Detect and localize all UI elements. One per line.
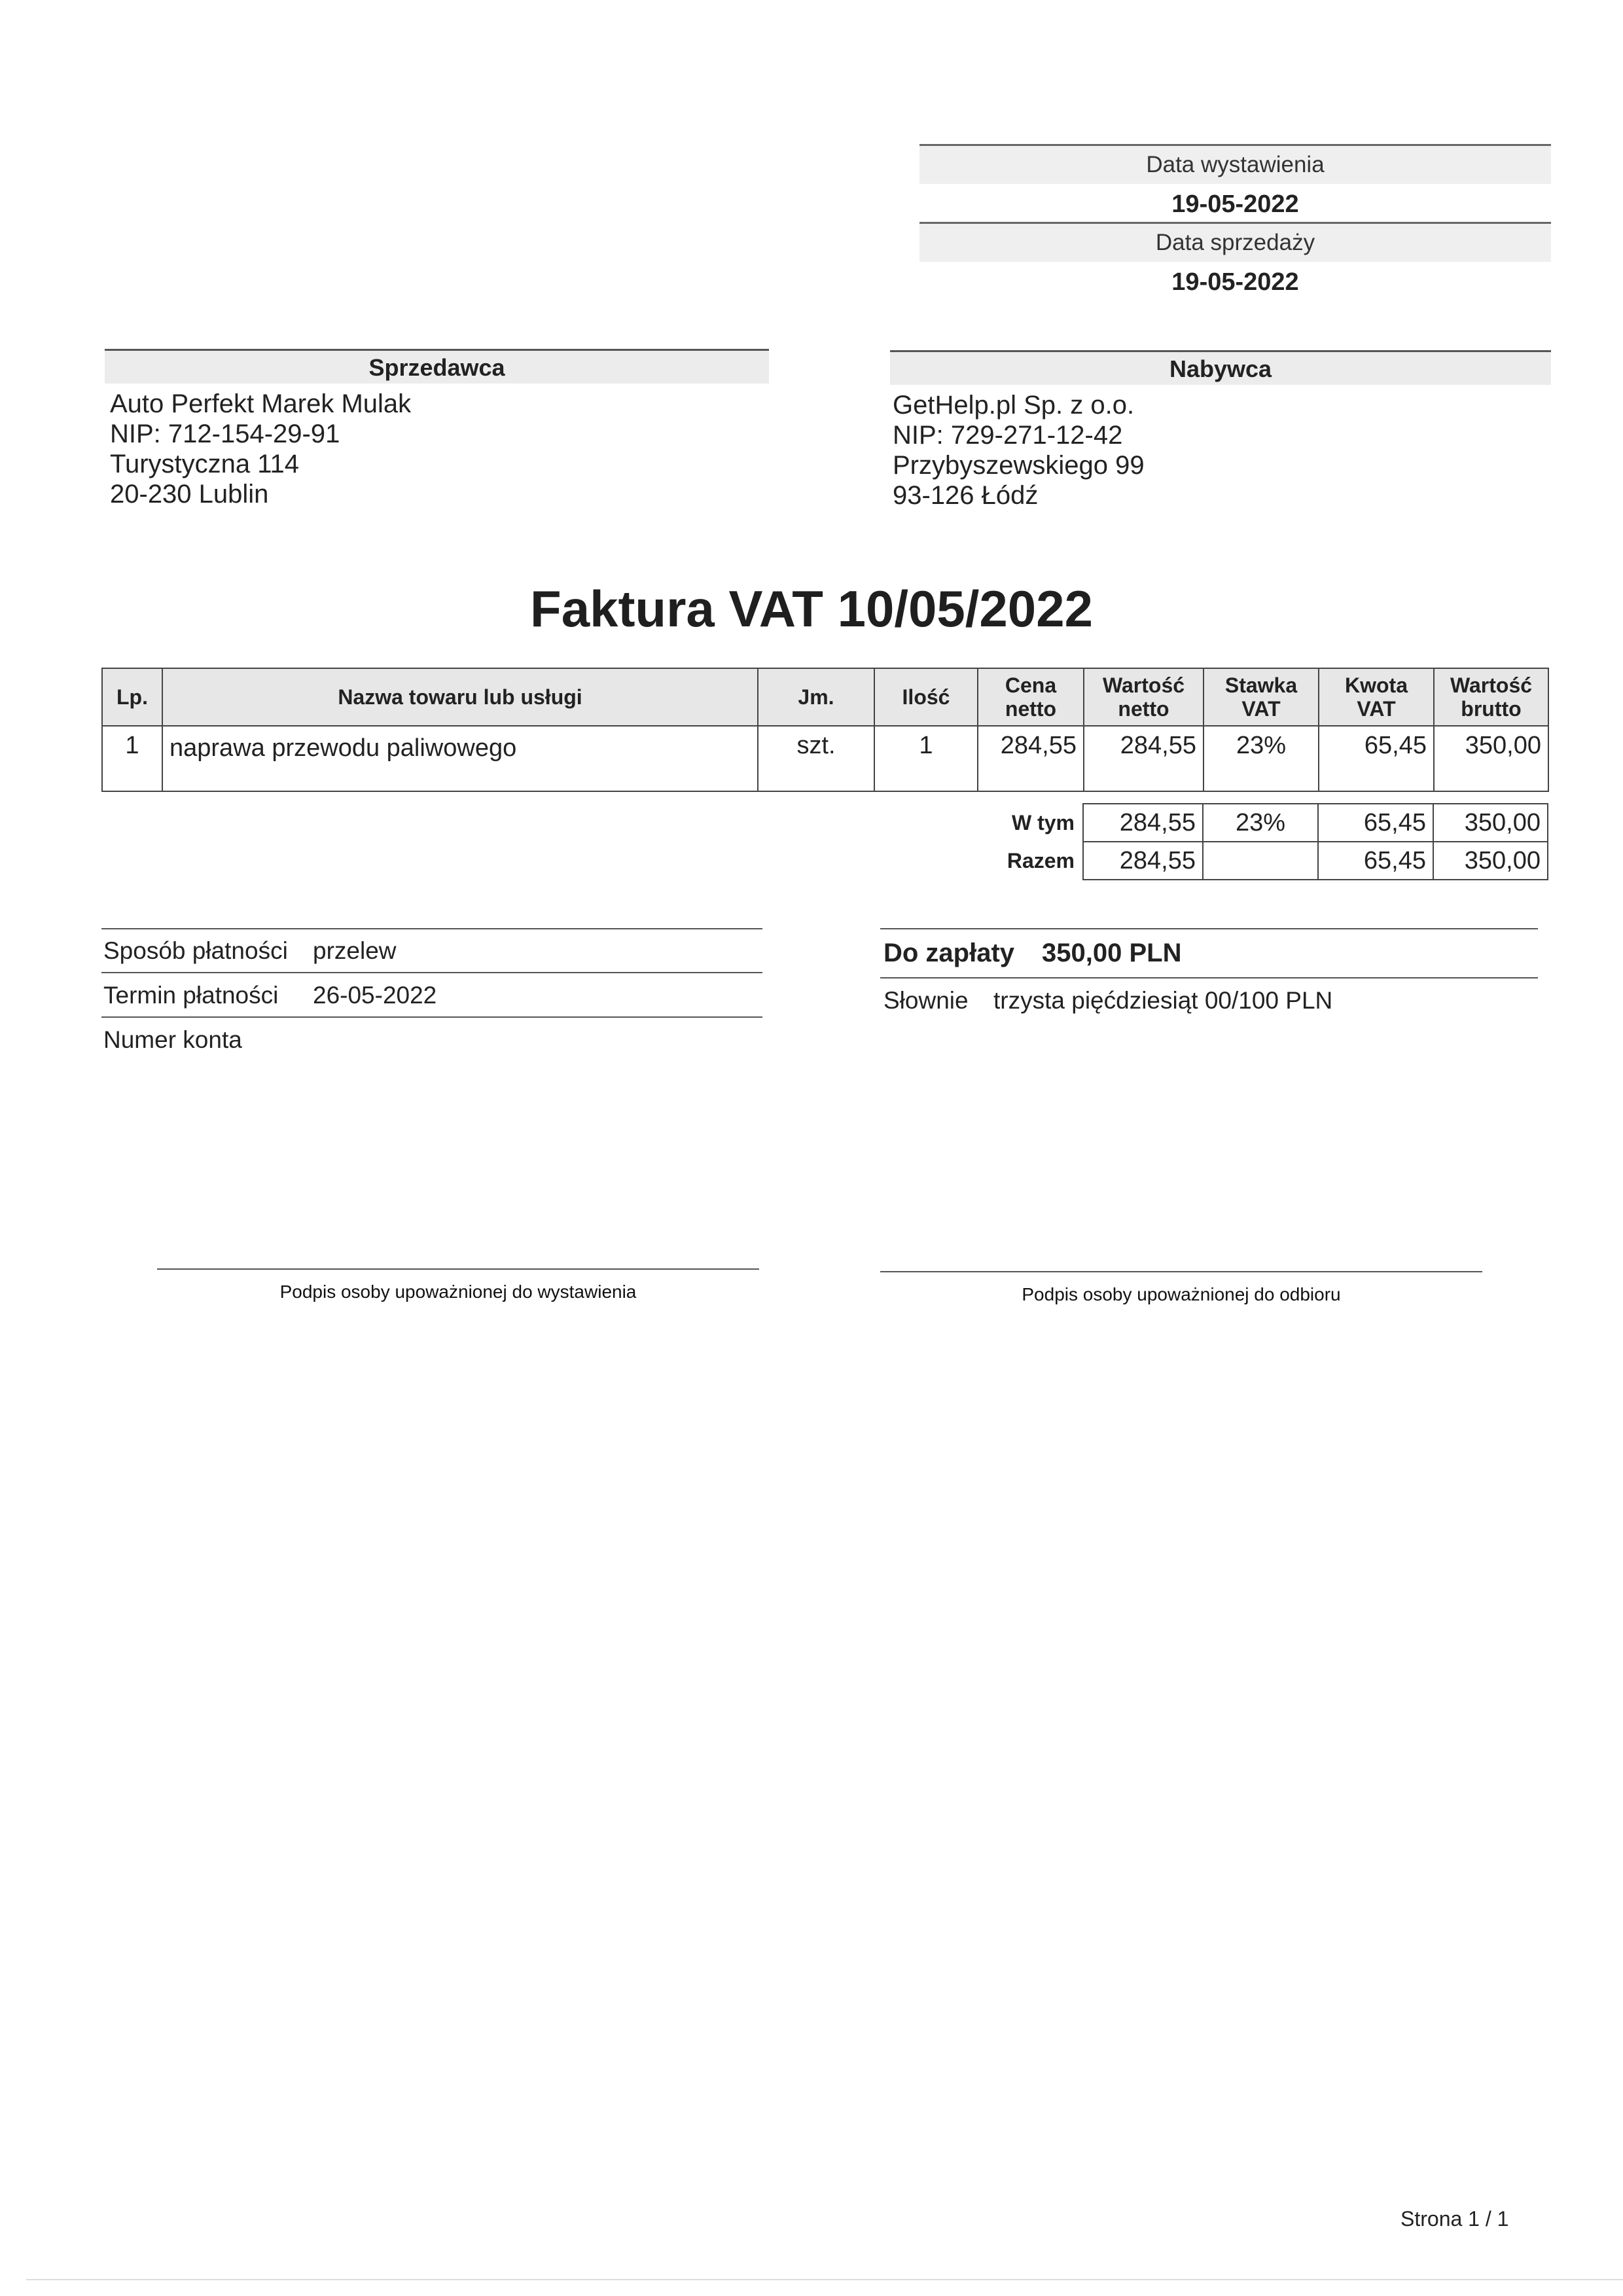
row-qty: 1 [874,726,978,791]
header-net: Wartość netto [1084,668,1204,726]
row-vat: 65,45 [1319,726,1434,791]
seller-city: 20-230 Lublin [110,480,269,509]
seller-name: Auto Perfekt Marek Mulak [110,389,412,418]
header-rate: Stawka VAT [1204,668,1319,726]
wtym-vat: 65,45 [1318,804,1433,842]
payment-method-value: przelew [313,937,397,964]
razem-vat: 65,45 [1318,842,1433,880]
amount-due-label: Do zapłaty [883,939,1015,967]
amount-words-label: Słownie [883,987,969,1014]
receiver-signature-line [880,1271,1482,1272]
payment-rule-3 [101,1016,762,1018]
row-lp: 1 [102,726,162,791]
header-lp: Lp. [102,668,162,726]
receiver-signature-caption: Podpis osoby upoważnionej do odbioru [1022,1284,1341,1304]
due-rule-2 [880,977,1538,978]
header-name: Nazwa towaru lub usługi [162,668,758,726]
buyer-nip: NIP: 729-271-12-42 [893,421,1123,450]
items-table [101,668,1549,792]
summary-row-wtym [985,804,1548,842]
summary-table [985,803,1548,880]
row-net: 284,55 [1084,726,1204,791]
issuer-signature-caption: Podpis osoby upoważnionej do wystawienia [279,1282,637,1302]
issue-date-label: Data wystawienia [919,144,1551,184]
row-name: naprawa przewodu paliwowego [162,726,758,791]
wtym-net: 284,55 [1083,804,1203,842]
amount-words-value: trzysta pięćdziesiąt 00/100 PLN [993,987,1333,1014]
razem-gross: 350,00 [1433,842,1548,880]
seller-nip: NIP: 712-154-29-91 [110,420,340,448]
issue-date-value: 19-05-2022 [1171,190,1299,218]
header-price: Cena netto [978,668,1084,726]
row-gross: 350,00 [1434,726,1548,791]
invoice-title: Faktura VAT 10/05/2022 [530,580,1093,637]
payment-due-label: Termin płatności [103,982,279,1009]
table-row [102,726,1548,791]
sale-date-value: 19-05-2022 [1171,268,1299,296]
seller-block [105,349,769,509]
header-unit: Jm. [758,668,874,726]
razem-label: Razem [1007,848,1075,872]
row-rate: 23% [1204,726,1319,791]
row-unit: szt. [758,726,874,791]
seller-heading: Sprzedawca [105,349,769,384]
sale-date-label: Data sprzedaży [919,222,1551,262]
razem-rate-empty [1203,842,1318,880]
buyer-heading: Nabywca [890,350,1551,385]
issuer-signature-line [157,1268,759,1270]
dates-block [919,144,1551,300]
wtym-gross: 350,00 [1433,804,1548,842]
buyer-name: GetHelp.pl Sp. z o.o. [893,391,1135,420]
page-number: Strona 1 / 1 [1400,2207,1509,2231]
buyer-street: Przybyszewskiego 99 [893,451,1145,480]
due-top-rule [880,928,1538,929]
header-qty: Ilość [874,668,978,726]
payment-top-rule [101,928,762,929]
wtym-rate: 23% [1203,804,1318,842]
payment-method-label: Sposób płatności [103,937,288,964]
header-vat: Kwota VAT [1319,668,1434,726]
bottom-scan-edge [26,2279,1623,2280]
header-gross: Wartość brutto [1434,668,1548,726]
account-number-label: Numer konta [103,1026,242,1053]
summary-row-razem [985,842,1548,880]
payment-due-value: 26-05-2022 [313,982,437,1009]
buyer-block [890,350,1551,511]
seller-street: Turystyczna 114 [110,450,300,478]
row-price: 284,55 [978,726,1084,791]
amount-due-value: 350,00 PLN [1042,939,1182,967]
buyer-city: 93-126 Łódź [893,481,1039,510]
razem-net: 284,55 [1083,842,1203,880]
wtym-label: W tym [1012,810,1075,834]
payment-rule-2 [101,972,762,973]
table-header-row [102,668,1548,726]
